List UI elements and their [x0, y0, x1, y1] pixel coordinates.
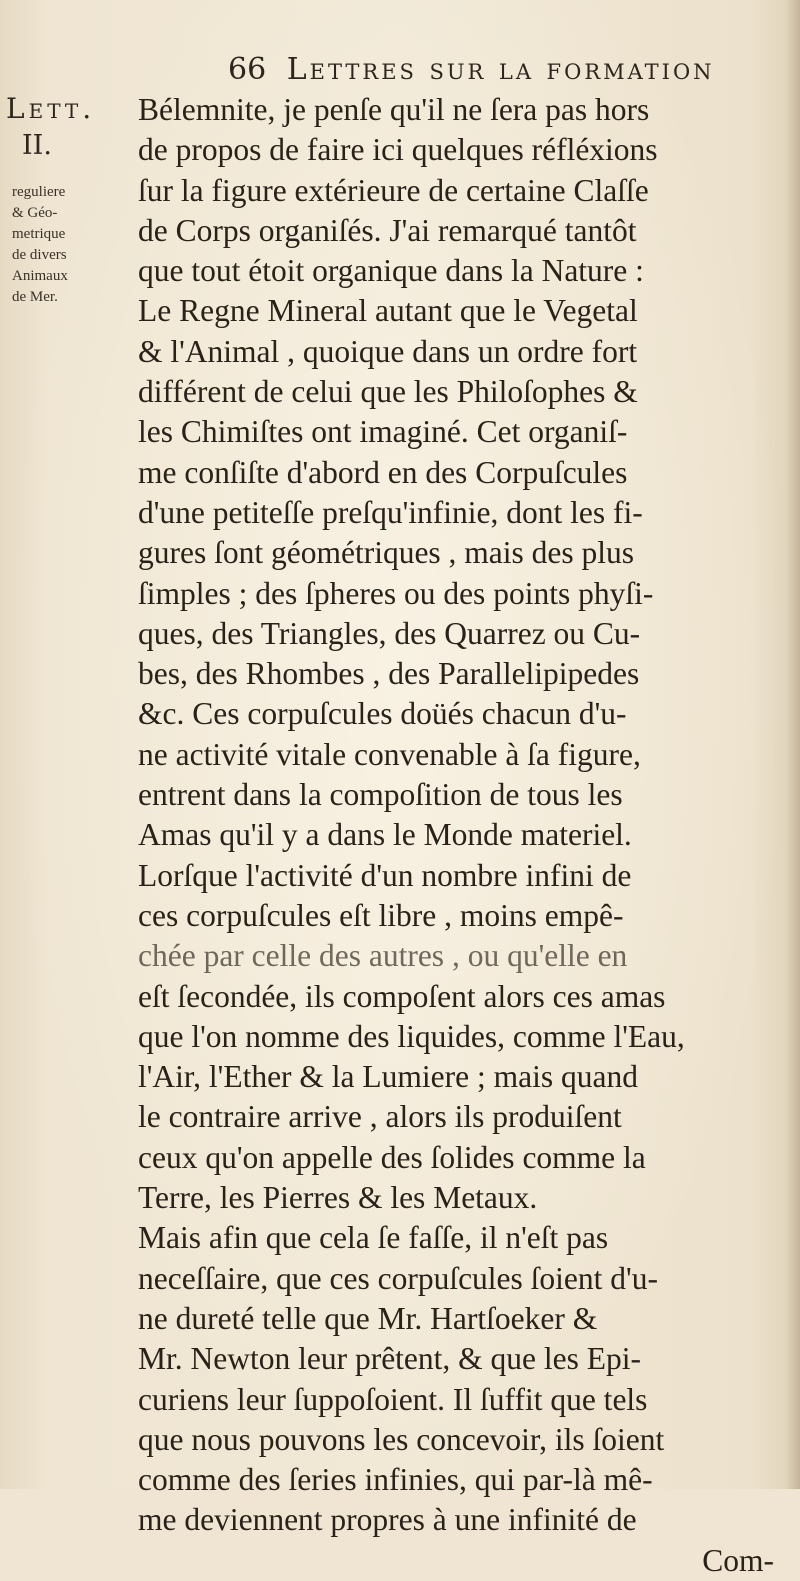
text-line: ceux qu'on appelle des ſolides comme la	[138, 1139, 646, 1175]
letter-number: II.	[22, 130, 52, 161]
text-line: ne dureté telle que Mr. Hartſoeker &	[138, 1300, 598, 1336]
text-line: l'Air, l'Ether & la Lumiere ; mais quand	[138, 1059, 638, 1095]
text-line: ſimples ; des ſpheres ou des points phyſi-	[138, 575, 654, 611]
text-line: Bélemnite, je penſe qu'il ne ſera pas hors	[138, 92, 650, 127]
text-line: de propos de faire ici quelques réfléxions	[138, 132, 658, 168]
text-line: me deviennent propres à une infinité de	[138, 1502, 637, 1538]
marginal-note-line: reguliere	[12, 184, 66, 200]
text-line: &c. Ces corpuſcules doüés chacun d'u-	[138, 696, 627, 732]
text-line: chée par celle des autres , ou qu'elle en	[138, 938, 628, 974]
body-text	[138, 90, 794, 1581]
text-line: que nous pouvons les concevoir, ils ſoient	[138, 1421, 665, 1457]
text-line: le contraire arrive , alors ils produiſent	[138, 1099, 622, 1135]
text-line: ne activité vitale convenable à ſa figure,	[138, 736, 641, 772]
text-line: Le Regne Mineral autant que le Vegetal	[138, 293, 638, 329]
text-line: ſur la figure extérieure de certaine Claſſe	[138, 172, 649, 208]
text-line: les Chimiſtes ont imaginé. Cet organiſ-	[138, 414, 628, 450]
text-line: Mr. Newton leur prêtent, & que les Epi-	[138, 1341, 642, 1377]
page-number: 66	[228, 52, 267, 87]
letter-label: Lett.	[6, 92, 96, 125]
text-line: comme des ſeries infinies, qui par-là mê-	[138, 1462, 653, 1498]
text-line: Mais afin que cela ſe faſſe, il n'eſt pas	[138, 1220, 609, 1256]
text-line: ces corpuſcules eſt libre , moins empê-	[138, 897, 624, 933]
text-line: eſt ſecondée, ils compoſent alors ces amas	[138, 978, 666, 1014]
catchword: Com-	[702, 1542, 774, 1578]
text-line: gures ſont géométriques , mais des plus	[138, 535, 635, 571]
text-line: entrent dans la compoſition de tous les	[138, 777, 623, 813]
marginal-note-line: metrique	[12, 226, 66, 242]
marginal-note-line: de divers	[12, 247, 67, 263]
text-line: curiens leur ſuppoſoient. Il ſuffit que tels	[138, 1381, 648, 1417]
text-line: que tout étoit organique dans la Nature :	[138, 253, 644, 289]
text-line: d'une petiteſſe preſqu'infinie, dont les fi-	[138, 494, 643, 530]
running-head	[228, 52, 715, 87]
text-line: que l'on nomme des liquides, comme l'Eau,	[138, 1018, 685, 1054]
text-line: & l'Animal , quoique dans un ordre fort	[138, 333, 638, 369]
text-line: me conſiſte d'abord en des Corpuſcules	[138, 454, 628, 490]
text-line: Terre, les Pierres & les Metaux.	[138, 1180, 538, 1216]
text-line: Lorſque l'activité d'un nombre infini de	[138, 857, 632, 893]
marginal-note-line: Animaux	[12, 268, 68, 284]
running-title: Lettres sur la formation	[286, 52, 715, 87]
marginal-note-line: de Mer.	[12, 289, 58, 305]
text-line: neceſſaire, que ces corpuſcules ſoient d'u-	[138, 1260, 658, 1296]
text-line: ques, des Triangles, des Quarrez ou Cu-	[138, 615, 641, 651]
text-line: de Corps organiſés. J'ai remarqué tantôt	[138, 212, 637, 248]
text-line: bes, des Rhombes , des Parallelipipedes	[138, 656, 640, 692]
text-line: différent de celui que les Philoſophes &	[138, 374, 638, 410]
marginal-note	[12, 182, 102, 308]
marginal-note-line: & Géo-	[12, 205, 58, 221]
text-line: Amas qu'il y a dans le Monde materiel.	[138, 817, 632, 853]
